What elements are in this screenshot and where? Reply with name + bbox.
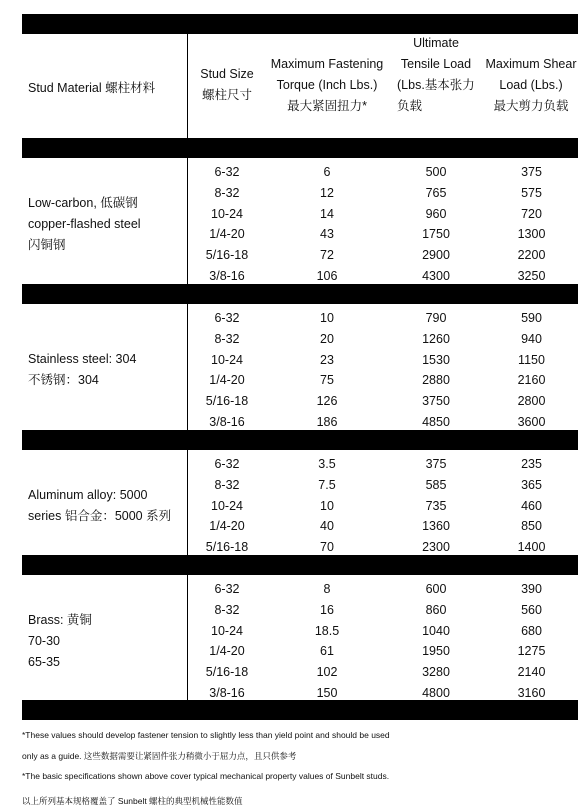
tensile-load-cell: 1950 — [422, 644, 450, 659]
shear-load-cell: 1275 — [517, 644, 546, 659]
top-bar — [22, 14, 578, 34]
torque-cell: 14 — [320, 206, 334, 221]
footnote-4: 以上所列基本规格覆盖了 Sunbelt 螺柱的典型机械性能数值 — [22, 796, 243, 806]
table-row — [187, 162, 578, 183]
stud-size-cell: 10-24 — [211, 206, 243, 221]
shear-load-cell: 575 — [521, 185, 542, 200]
tensile-load-cell: 4300 — [422, 269, 450, 283]
tensile-load-cell: 4850 — [422, 415, 450, 429]
stud-size-cell: 1/4-20 — [209, 227, 245, 242]
table-row — [187, 516, 578, 537]
stud-size-cell: 8-32 — [214, 331, 240, 346]
section-divider-bar — [22, 284, 578, 304]
stud-size-cell: 10-24 — [211, 352, 243, 367]
material-line: 65-35 — [28, 654, 60, 669]
material-line: Stainless steel: 304 — [28, 352, 137, 367]
shear-load-cell: 375 — [521, 165, 542, 179]
material-line: 闪铜钢 — [28, 237, 66, 252]
stud-material-label — [28, 349, 136, 391]
table-row — [187, 621, 578, 642]
stud-size-cell: 8-32 — [214, 477, 240, 492]
stud-size-cell: 3/8-16 — [209, 686, 245, 700]
stud-material-label — [28, 610, 92, 673]
table-row — [187, 475, 578, 496]
tensile-load-cell: 790 — [425, 311, 447, 325]
torque-cell: 10 — [320, 498, 334, 513]
tensile-load-cell: 3750 — [422, 394, 450, 409]
shear-load-cell: 940 — [521, 331, 542, 346]
torque-cell: 70 — [320, 540, 334, 555]
stud-size-cell: 6-32 — [214, 582, 240, 596]
torque-cell: 150 — [316, 686, 338, 700]
stud-size-cell: 6-32 — [214, 457, 240, 471]
tensile-load-cell: 2900 — [422, 248, 450, 263]
torque-cell: 106 — [316, 269, 338, 283]
section-divider-bar — [22, 138, 578, 158]
tensile-load-cell: 600 — [425, 582, 447, 596]
header-stud-size: Stud Size 螺柱尺寸 — [200, 67, 254, 102]
stud-size-cell: 10-24 — [211, 498, 243, 513]
material-line: Aluminum alloy: 5000 — [28, 488, 148, 502]
torque-cell: 12 — [320, 185, 334, 200]
material-line: 不锈钢：304 — [28, 373, 99, 388]
torque-cell: 7.5 — [318, 477, 336, 492]
stud-size-cell: 1/4-20 — [209, 373, 245, 388]
shear-load-cell: 1300 — [517, 227, 546, 242]
stud-size-cell: 5/16-18 — [205, 540, 249, 555]
table-row — [187, 204, 578, 225]
tensile-load-cell: 960 — [425, 206, 447, 221]
stud-size-cell: 5/16-18 — [205, 665, 249, 680]
table-row — [187, 370, 578, 391]
torque-cell: 16 — [320, 602, 334, 617]
shear-load-cell: 2200 — [517, 248, 546, 263]
table-row — [187, 641, 578, 662]
material-line: 70-30 — [28, 633, 60, 648]
torque-cell: 8 — [323, 582, 331, 596]
tensile-load-cell: 1360 — [422, 519, 450, 534]
tensile-load-cell: 2300 — [422, 540, 450, 555]
shear-load-cell: 235 — [521, 457, 542, 471]
tensile-load-cell: 375 — [425, 457, 447, 471]
stud-size-cell: 8-32 — [214, 185, 240, 200]
header-max-torque: Maximum Fastening Torque (Inch Lbs.) 最大紧固扭力* — [270, 57, 384, 113]
tensile-load-cell: 735 — [425, 498, 447, 513]
shear-load-cell: 590 — [521, 311, 542, 325]
tensile-load-cell: 1750 — [422, 227, 450, 242]
tensile-load-cell: 1040 — [422, 623, 450, 638]
material-line: Low-carbon, 低碳钢 — [28, 195, 138, 210]
section-divider-bar — [22, 555, 578, 575]
shear-load-cell: 3250 — [517, 269, 546, 283]
shear-load-cell: 365 — [521, 477, 542, 492]
tensile-load-cell: 765 — [425, 185, 447, 200]
footnote-3: *The basic specifications shown above cover typical mechanical property values of Sunbelt studs. — [22, 771, 390, 781]
torque-cell: 10 — [320, 311, 334, 325]
stud-size-cell: 5/16-18 — [205, 248, 249, 263]
torque-cell: 126 — [316, 394, 338, 409]
table-row — [187, 579, 578, 600]
shear-load-cell: 1150 — [518, 352, 545, 367]
material-line: Brass: 黄铜 — [28, 612, 92, 627]
shear-load-cell: 460 — [521, 498, 542, 513]
stud-size-cell: 1/4-20 — [209, 644, 245, 659]
torque-cell: 6 — [323, 165, 331, 179]
tensile-load-cell: 4800 — [422, 686, 450, 700]
shear-load-cell: 3600 — [517, 415, 546, 429]
tensile-load-cell: 860 — [425, 602, 447, 617]
shear-load-cell: 3160 — [517, 686, 546, 700]
stud-size-cell: 3/8-16 — [209, 269, 245, 283]
shear-load-cell: 680 — [521, 623, 542, 638]
table-row — [187, 329, 578, 350]
footnote-1: *These values should develop fastener tension to slightly less than yield point and should be used — [22, 730, 390, 740]
header-max-shear: Maximum Shear Load (Lbs.) 最大剪力负载 — [485, 57, 577, 113]
stud-size-cell: 5/16-18 — [205, 394, 249, 409]
tensile-load-cell: 3280 — [422, 665, 450, 680]
torque-cell: 20 — [320, 331, 334, 346]
header-stud-material: Stud Material 螺柱材料 — [28, 81, 156, 95]
shear-load-cell: 2800 — [517, 394, 546, 409]
torque-cell: 3.5 — [318, 457, 336, 471]
torque-cell: 18.5 — [314, 623, 340, 638]
shear-load-cell: 2140 — [517, 665, 546, 680]
torque-cell: 75 — [320, 373, 334, 388]
torque-cell: 43 — [320, 227, 334, 242]
torque-cell: 186 — [316, 415, 338, 429]
torque-cell: 61 — [320, 644, 334, 659]
table-row — [187, 391, 578, 412]
table-row — [187, 183, 578, 204]
stud-size-cell: 1/4-20 — [209, 519, 245, 534]
shear-load-cell: 1400 — [517, 540, 546, 555]
shear-load-cell: 390 — [521, 582, 542, 596]
torque-cell: 40 — [320, 519, 334, 534]
table-row — [187, 600, 578, 621]
stud-material-label — [28, 193, 141, 256]
footnote-2: only as a guide. 这些数据需要让紧固件张力稍微小于屈力点，且只供参考 — [22, 751, 297, 761]
shear-load-cell: 720 — [521, 206, 542, 221]
table-row — [187, 350, 578, 371]
section-divider-bar — [22, 430, 578, 450]
torque-cell: 102 — [316, 665, 338, 680]
table-row — [187, 224, 578, 245]
shear-load-cell: 560 — [521, 602, 542, 617]
stud-material-label — [28, 485, 171, 527]
table-row — [187, 245, 578, 266]
tensile-load-cell: 1530 — [422, 352, 450, 367]
tensile-load-cell: 2880 — [422, 373, 450, 388]
stud-size-cell: 6-32 — [214, 165, 240, 179]
tensile-load-cell: 585 — [425, 477, 447, 492]
stud-size-cell: 6-32 — [214, 311, 240, 325]
material-line: copper-flashed steel — [28, 216, 141, 231]
stud-size-cell: 8-32 — [214, 602, 240, 617]
header-tensile-load: Ultimate Tensile Load (Lbs.基本张力 负载 — [397, 36, 475, 113]
torque-cell: 72 — [320, 248, 334, 263]
bottom-bar — [22, 700, 578, 720]
tensile-load-cell: 500 — [425, 165, 447, 179]
table-row — [187, 496, 578, 517]
material-line: series 铝合金：5000 系列 — [28, 509, 172, 523]
table-row — [187, 454, 578, 475]
stud-size-cell: 10-24 — [211, 623, 243, 638]
tensile-load-cell: 1260 — [422, 331, 450, 346]
table-row — [187, 662, 578, 683]
torque-cell: 23 — [320, 352, 334, 367]
shear-load-cell: 850 — [521, 519, 542, 534]
stud-size-cell: 3/8-16 — [209, 415, 245, 429]
table-row — [187, 308, 578, 329]
shear-load-cell: 2160 — [517, 373, 546, 388]
